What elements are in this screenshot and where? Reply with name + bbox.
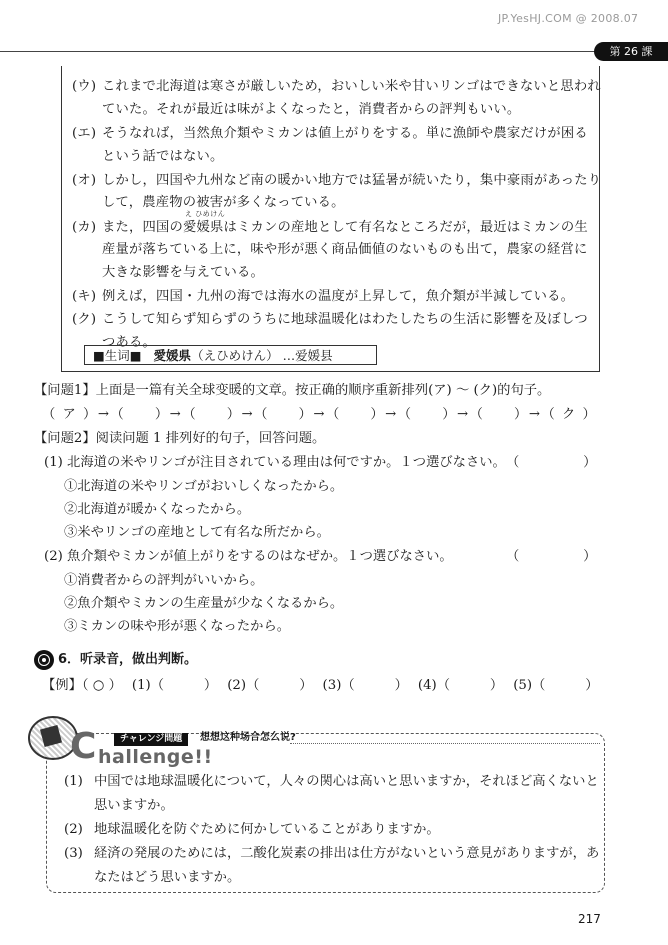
option: ①消費者からの評判がいいから。 [64, 573, 264, 588]
passage-line: ていた。それが最近は味がよくなったと，消費者からの評判もいい。 [102, 102, 521, 117]
answer-blank[interactable]: （ ） [506, 549, 603, 564]
challenge-tag: チャレンジ問題 [114, 733, 188, 746]
passage-line: (ク) こうして知らず知らずのうちに地球温暖化はわたしたちの生活に影響を及ぼしつ [72, 312, 588, 327]
vocab-tag: ■生词■ [93, 348, 142, 363]
challenge-item: (2) 地球温暖化を防ぐために何かしていることがありますか。 [64, 822, 440, 837]
watermark: JP.YesHJ.COM @ 2008.07 [498, 12, 639, 25]
answer-item[interactable]: (1)（ ） [131, 678, 218, 693]
header-rule [0, 51, 600, 52]
answer-item[interactable]: (4)（ ） [417, 678, 504, 693]
passage-line: (カ) また，四国の え ひめけん 愛媛県はミカンの産地として有名なところだが，最近はミカンの生 [72, 210, 588, 235]
challenge-subtitle: 想想这种场合怎么说? [200, 732, 296, 743]
passage-line: (エ) そうなれば，当然魚介類やミカンは値上がりをする。単に漁師や農家だけが困る [72, 126, 588, 141]
challenge-line: なたはどう思いますか。 [94, 870, 241, 885]
paragraph-label: (キ) [72, 289, 97, 304]
lesson-badge: 第 26 課 [594, 42, 668, 61]
passage-line: (ウ) これまで北海道は寒さが厳しいため，おいしい米や甘いリンゴはできないと思われ [72, 79, 601, 94]
vocab-reading: （えひめけん） [191, 348, 279, 363]
passage-line: (オ) しかし，四国や九州など南の暖かい地方では猛暑が続いたり，集中豪雨があったり [72, 173, 602, 188]
answer-example: 【例】（ ○ ） [42, 678, 122, 693]
vocab-meaning: …爱媛县 [282, 348, 333, 363]
option: ②魚介類やミカンの生産量が少なくなるから。 [64, 596, 344, 611]
question1-title: 【问题1】上面是一篇有关全球变暖的文章。按正确的顺序重新排列(ア) ～ (ク)的句子。 [34, 383, 551, 398]
passage-line: つある。 [102, 335, 156, 350]
paragraph-label: (オ) [72, 173, 97, 188]
question2-title: 【问题2】阅读问题 1 排列好的句子，回答问题。 [34, 431, 326, 446]
answer-item[interactable]: (3)（ ） [322, 678, 408, 693]
challenge-logo-word: hallenge!! [98, 746, 213, 768]
page-number: 217 [578, 912, 601, 926]
passage-line: 大きな影響を与えている。 [102, 265, 264, 280]
vocab-word: 愛媛県 [153, 348, 192, 363]
passage-line: (キ) 例えば，四国・九州の海では海水の温度が上昇して，魚介類が半減している。 [72, 289, 575, 304]
ruby-word: え ひめけん 愛媛県 [182, 210, 226, 235]
question2-item1-prompt: (1) 北海道の米やリンゴが注目されている理由は何ですか。１つ選びなさい。 [44, 455, 506, 470]
paragraph-label: (カ) [72, 220, 97, 235]
answer-item[interactable]: (5)（ ） [513, 678, 599, 693]
answer-blank[interactable]: （ ） [506, 455, 603, 470]
section6-answers [42, 677, 599, 695]
vocab-box [84, 345, 377, 365]
passage-line: して，農産物の被害が多くなっている。 [102, 195, 345, 210]
paragraph-label: (エ) [72, 126, 97, 141]
section6-heading [34, 650, 197, 670]
section6-title: 6．听录音，做出判断。 [58, 652, 198, 667]
challenge-item: (1) 中国では地球温暖化について，人々の関心は高いと思いますか，それほど高くないと [64, 774, 599, 789]
option: ③米やリンゴの産地として有名な所だから。 [64, 525, 330, 540]
challenge-item: (3) 経済の発展のためには，二酸化炭素の排出は仕方がないという意見がありますが，あ [64, 846, 600, 861]
answer-item[interactable]: (2)（ ） [227, 678, 313, 693]
option: ①北海道の米やリンゴがおいしくなったから。 [64, 479, 344, 494]
challenge-logo-c: C [70, 726, 97, 767]
passage-line: という話ではない。 [102, 149, 224, 164]
furigana: え ひめけん [184, 210, 226, 218]
dotted-rule [290, 743, 600, 744]
passage-line: 産量が落ちている上に，味や形が悪く商品価値のないものも出て，農家の経営に [102, 242, 588, 257]
challenge-line: 思いますか。 [94, 798, 174, 813]
option: ②北海道が暖かくなったから。 [64, 502, 251, 517]
paragraph-label: (ウ) [72, 79, 97, 94]
paragraph-label: (ク) [72, 312, 97, 327]
option: ③ミカンの味や形が悪くなったから。 [64, 619, 291, 634]
cd-icon [34, 650, 54, 670]
question2-item2-prompt: (2) 魚介類やミカンが値上がりをするのはなぜか。１つ選びなさい。 [44, 549, 453, 564]
question1-sequence[interactable]: （ ア ）→（ ）→（ ）→（ ）→（ ）→（ ）→（ ）→（ ク ） [42, 407, 598, 422]
